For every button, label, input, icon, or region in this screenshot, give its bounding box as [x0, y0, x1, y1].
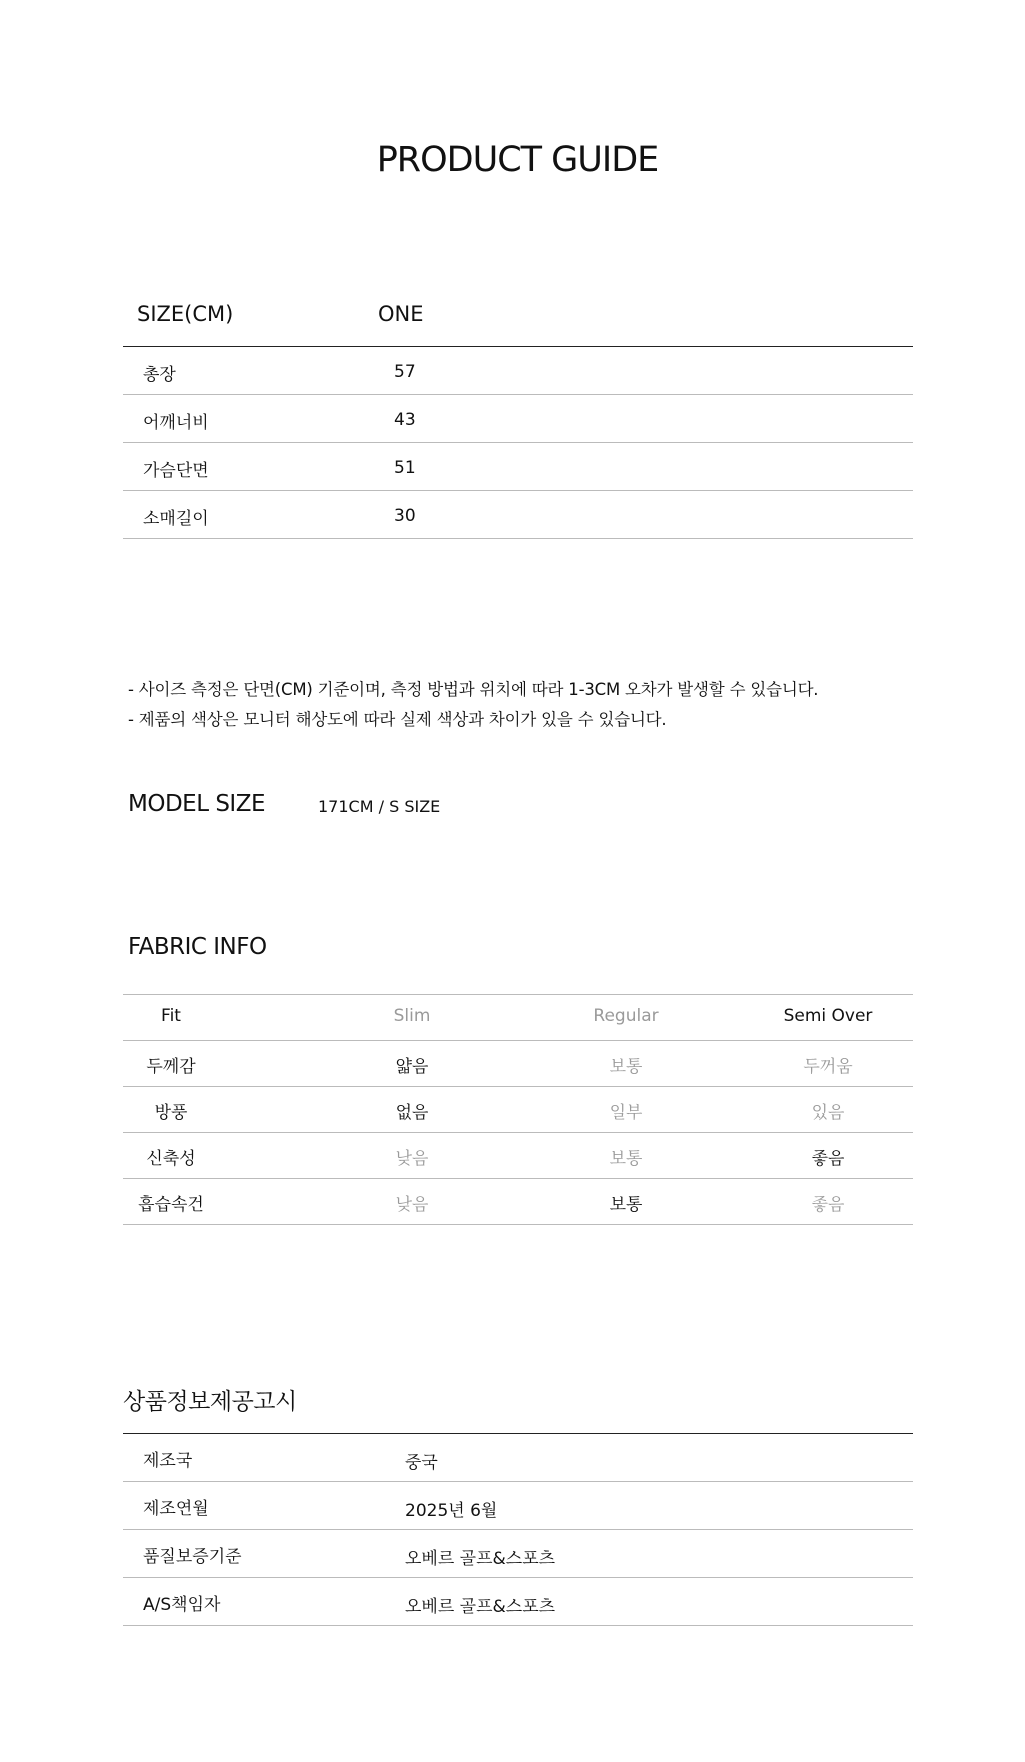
size-row-value: 51: [394, 458, 416, 478]
notice-value: 오베르 골프&스포츠: [405, 1597, 556, 1617]
size-row: [123, 395, 913, 443]
fabric-option: 일부: [609, 1103, 643, 1123]
fabric-option: 낮음: [395, 1149, 429, 1169]
fabric-option: Regular: [593, 1006, 659, 1026]
fabric-row-fit: [123, 995, 913, 1041]
fabric-row-label: Fit: [161, 1006, 181, 1026]
notice-value: 중국: [405, 1453, 438, 1473]
size-row: [123, 491, 913, 539]
notice-table: [123, 1433, 913, 1626]
fabric-option: 보통: [609, 1057, 643, 1077]
fabric-option-selected: 보통: [609, 1195, 643, 1215]
notice-row: [123, 1482, 913, 1530]
fabric-row-windproof: [123, 1087, 913, 1133]
notice-title: 상품정보제공고시: [123, 1389, 297, 1415]
fabric-option: 좋음: [811, 1195, 845, 1215]
size-row-label: 소매길이: [143, 509, 209, 529]
size-header-label: SIZE(CM): [137, 302, 234, 326]
size-notes: [128, 675, 818, 735]
fabric-option-selected: Semi Over: [783, 1006, 873, 1026]
notice-row: [123, 1578, 913, 1626]
size-row-label: 어깨너비: [143, 413, 209, 433]
size-row-value: 43: [394, 410, 416, 430]
fabric-info-title: FABRIC INFO: [128, 934, 267, 960]
notice-value: 오베르 골프&스포츠: [405, 1549, 556, 1569]
page-title: PRODUCT GUIDE: [376, 140, 659, 180]
model-size-value: 171CM / S SIZE: [318, 797, 441, 816]
size-row-value: 30: [394, 506, 416, 526]
notice-row: [123, 1434, 913, 1482]
size-row-value: 57: [394, 362, 416, 382]
fabric-option: 있음: [811, 1103, 845, 1123]
size-row: [123, 443, 913, 491]
notice-value: 2025년 6월: [405, 1501, 498, 1521]
size-row: [123, 347, 913, 395]
fabric-row-quick-dry: [123, 1179, 913, 1225]
notice-key: 품질보증기준: [143, 1547, 242, 1567]
fabric-option: 낮음: [395, 1195, 429, 1215]
notice-key: A/S책임자: [143, 1595, 221, 1615]
size-header-one: ONE: [378, 302, 424, 326]
size-row-label: 가슴단면: [143, 461, 209, 481]
fabric-row-label: 신축성: [146, 1149, 196, 1169]
size-table-header: [123, 298, 913, 347]
fabric-row-label: 두께감: [146, 1057, 196, 1077]
fabric-row-label: 흡습속건: [138, 1195, 204, 1215]
fabric-option: 두꺼움: [803, 1057, 853, 1077]
model-size-label: MODEL SIZE: [128, 791, 265, 817]
notice-row: [123, 1530, 913, 1578]
fabric-table: [123, 994, 913, 1225]
fabric-option: Slim: [393, 1006, 431, 1026]
notice-key: 제조국: [143, 1451, 193, 1471]
fabric-option-selected: 좋음: [811, 1149, 845, 1169]
fabric-option-selected: 없음: [395, 1103, 429, 1123]
fabric-option: 보통: [609, 1149, 643, 1169]
size-row-label: 총장: [143, 365, 176, 385]
fabric-row-thickness: [123, 1041, 913, 1087]
notice-key: 제조연월: [143, 1499, 209, 1519]
note-line: - 제품의 색상은 모니터 해상도에 따라 실제 색상과 차이가 있을 수 있습니다.: [128, 710, 667, 729]
note-line: - 사이즈 측정은 단면(CM) 기준이며, 측정 방법과 위치에 따라 1-3CM 오차가 발생할 수 있습니다.: [128, 680, 819, 699]
fabric-option-selected: 얇음: [395, 1057, 429, 1077]
fabric-row-label: 방풍: [154, 1103, 188, 1123]
fabric-row-stretch: [123, 1133, 913, 1179]
